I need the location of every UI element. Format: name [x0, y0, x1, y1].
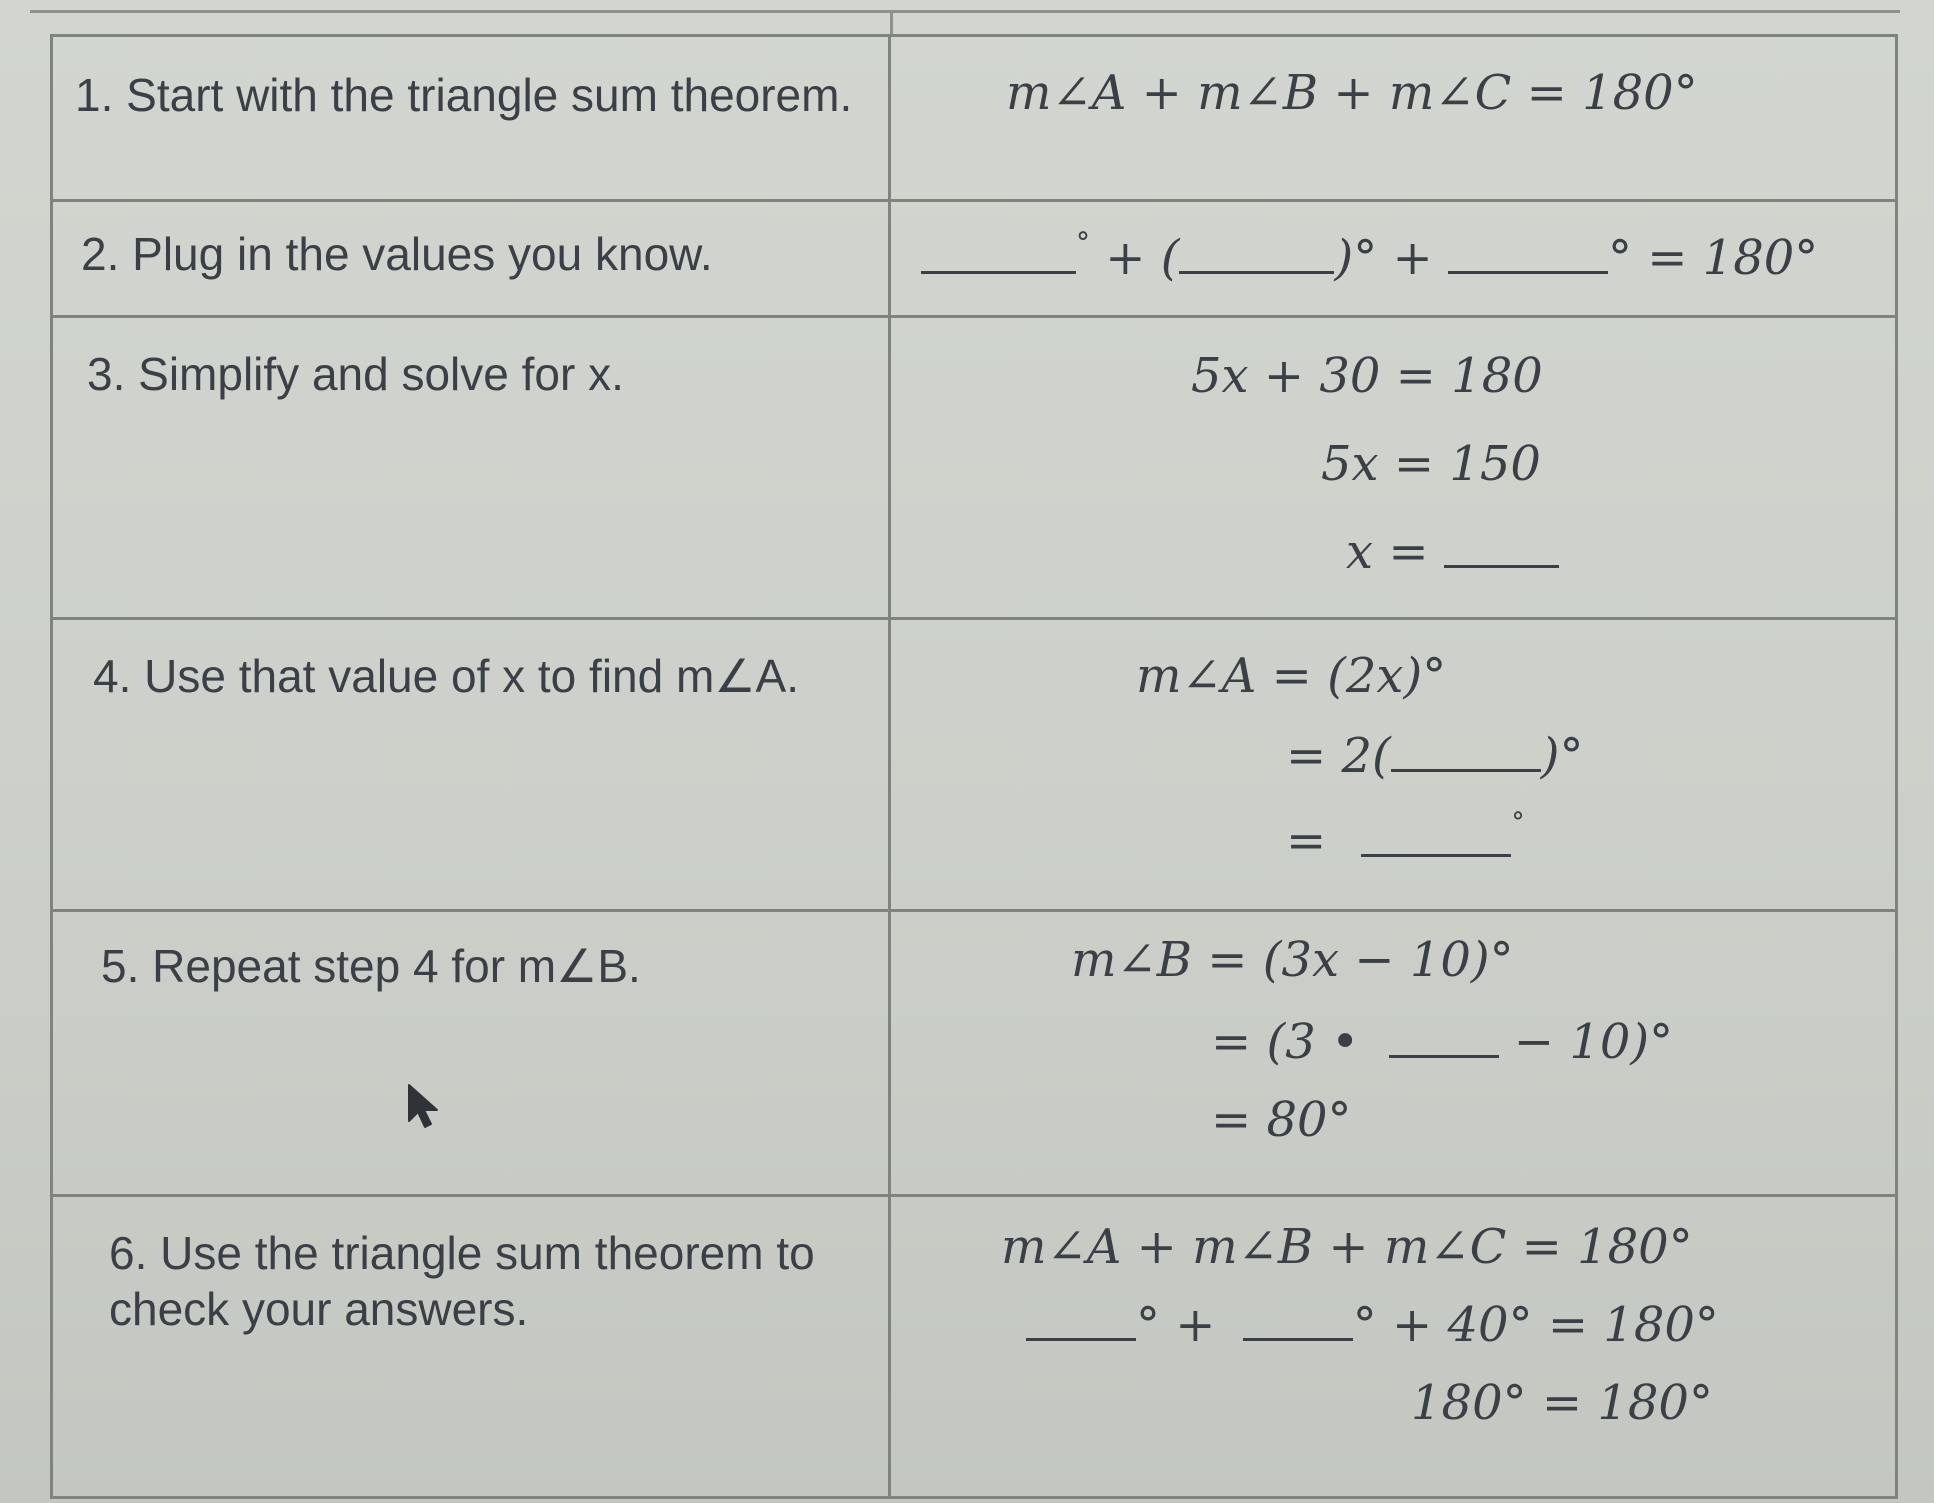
answer-blank[interactable]: [1391, 763, 1541, 772]
step-4-text: 4. Use that value of x to find m∠A.: [93, 650, 800, 702]
step-cell: [52, 911, 890, 1196]
step-6-text: 6. Use the triangle sum theorem to check your answers.: [109, 1227, 815, 1335]
answer-blank[interactable]: [1243, 1332, 1353, 1341]
step-cell: [52, 317, 890, 619]
step-cell: [52, 201, 890, 317]
equation-line: m∠A = (2x)°: [1136, 648, 1447, 704]
triangle-sum-table: [50, 34, 1898, 1499]
equation-line: ° + 40° = 180°: [1352, 1297, 1719, 1353]
degree-sign: °: [1511, 808, 1525, 838]
answer-blank[interactable]: [1361, 848, 1511, 857]
equation-line: 180° = 180°: [1411, 1375, 1713, 1431]
answer-blank[interactable]: [1389, 1049, 1499, 1058]
table-row: [52, 1196, 1897, 1498]
equals-sign: =: [1286, 813, 1327, 869]
equals-180: ° = 180°: [1607, 230, 1819, 286]
answer-blank[interactable]: [1448, 265, 1608, 274]
math-cell: [890, 36, 1897, 201]
minus-ten-paren: − 10)°: [1513, 1014, 1674, 1070]
equation-line: = (3 •: [1211, 1014, 1360, 1070]
math-cell: [890, 1196, 1897, 1498]
top-border: [30, 10, 1900, 37]
step-5-text: 5. Repeat step 4 for m∠B.: [101, 940, 641, 992]
table-row: [52, 36, 1897, 201]
answer-blank[interactable]: [1444, 559, 1559, 568]
step-1-equation: m∠A + m∠B + m∠C = 180°: [1006, 65, 1698, 121]
degree-plus: ° +: [1136, 1297, 1216, 1353]
step-1-text: 1. Start with the triangle sum theorem.: [75, 69, 853, 121]
table-row: [52, 911, 1897, 1196]
answer-blank[interactable]: [1179, 265, 1334, 274]
step-3-text: 3. Simplify and solve for x.: [87, 348, 624, 400]
math-cell: [890, 201, 1897, 317]
equation-line: 5x = 150: [1321, 436, 1541, 492]
step-cell: [52, 1196, 890, 1498]
answer-blank[interactable]: [921, 265, 1076, 274]
math-cell: [890, 911, 1897, 1196]
step-cell: [52, 36, 890, 201]
table-row: [52, 317, 1897, 619]
answer-blank[interactable]: [1026, 1332, 1136, 1341]
math-cell: [890, 619, 1897, 911]
degree-sign: °: [1076, 226, 1090, 259]
close-paren-degree: )°: [1540, 728, 1584, 784]
equation-line: = 80°: [1211, 1092, 1352, 1148]
equation-line: = 2(: [1286, 728, 1391, 784]
table-row: [52, 201, 1897, 317]
equation-line: 5x + 30 = 180: [1191, 348, 1543, 404]
equation-line: m∠A + m∠B + m∠C = 180°: [1001, 1219, 1693, 1275]
step-cell: [52, 619, 890, 911]
equation-line: m∠B = (3x − 10)°: [1071, 932, 1514, 988]
step-2-text: 2. Plug in the values you know.: [81, 228, 713, 280]
equation-line: x =: [1346, 524, 1429, 580]
plus-open-paren: + (: [1105, 230, 1180, 286]
table-row: [52, 619, 1897, 911]
close-paren-plus: )° +: [1334, 230, 1433, 286]
math-cell: [890, 317, 1897, 619]
